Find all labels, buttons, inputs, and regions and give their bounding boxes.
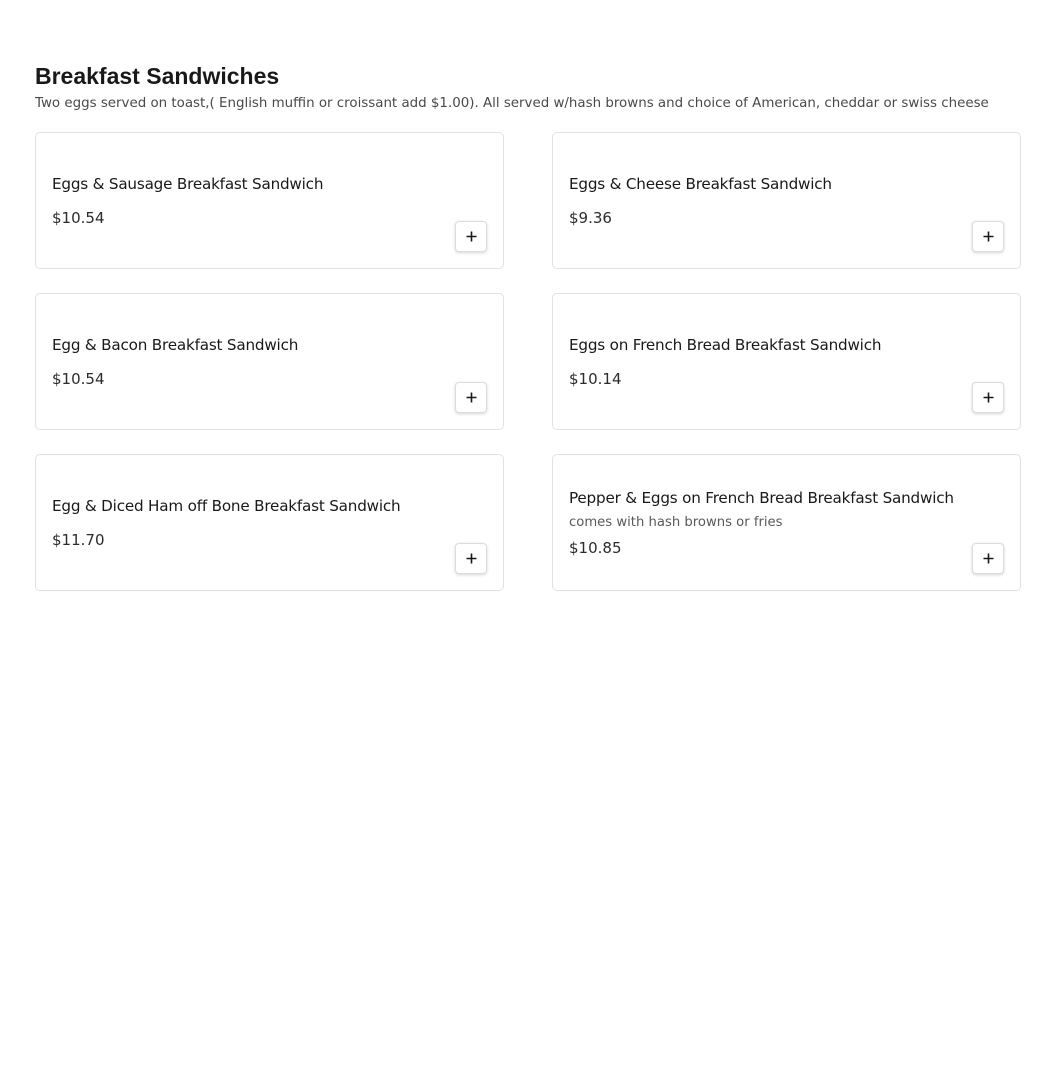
menu-item-description: comes with hash browns or fries <box>569 514 783 530</box>
plus-icon <box>466 392 477 403</box>
menu-item-card[interactable] <box>552 293 1021 430</box>
menu-item-price: $10.54 <box>52 208 105 227</box>
menu-item-name: Egg & Bacon Breakfast Sandwich <box>52 335 299 354</box>
menu-item-card[interactable] <box>35 132 504 269</box>
menu-item-price: $10.85 <box>569 538 622 557</box>
plus-icon <box>983 392 994 403</box>
section-title: Breakfast Sandwiches <box>35 63 280 89</box>
menu-item-card[interactable] <box>552 132 1021 269</box>
menu-item-name: Eggs & Cheese Breakfast Sandwich <box>569 174 832 193</box>
add-to-cart-button[interactable] <box>455 221 487 252</box>
menu-item-name: Eggs on French Bread Breakfast Sandwich <box>569 335 882 354</box>
section-description: Two eggs served on toast,( English muffin or croissant add $1.00). All served w/hash browns and choice of American, cheddar or swiss cheese <box>35 96 989 111</box>
menu-items-grid <box>35 132 1021 591</box>
plus-icon <box>466 553 477 564</box>
add-to-cart-button[interactable] <box>972 221 1004 252</box>
menu-item-price: $10.14 <box>569 369 622 388</box>
menu-item-price: $9.36 <box>569 208 612 227</box>
menu-item-price: $10.54 <box>52 369 105 388</box>
plus-icon <box>983 553 994 564</box>
menu-section-breakfast-sandwiches <box>35 60 1021 591</box>
add-to-cart-button[interactable] <box>972 543 1004 574</box>
menu-item-price: $11.70 <box>52 530 105 549</box>
plus-icon <box>983 231 994 242</box>
add-to-cart-button[interactable] <box>972 382 1004 413</box>
menu-item-card[interactable] <box>35 454 504 591</box>
add-to-cart-button[interactable] <box>455 543 487 574</box>
menu-item-name: Pepper & Eggs on French Bread Breakfast Sandwich <box>569 488 954 507</box>
menu-item-name: Eggs & Sausage Breakfast Sandwich <box>52 174 324 193</box>
menu-item-card[interactable] <box>35 293 504 430</box>
menu-item-name: Egg & Diced Ham off Bone Breakfast Sandwich <box>52 496 401 515</box>
add-to-cart-button[interactable] <box>455 382 487 413</box>
plus-icon <box>466 231 477 242</box>
menu-item-card[interactable] <box>552 454 1021 591</box>
